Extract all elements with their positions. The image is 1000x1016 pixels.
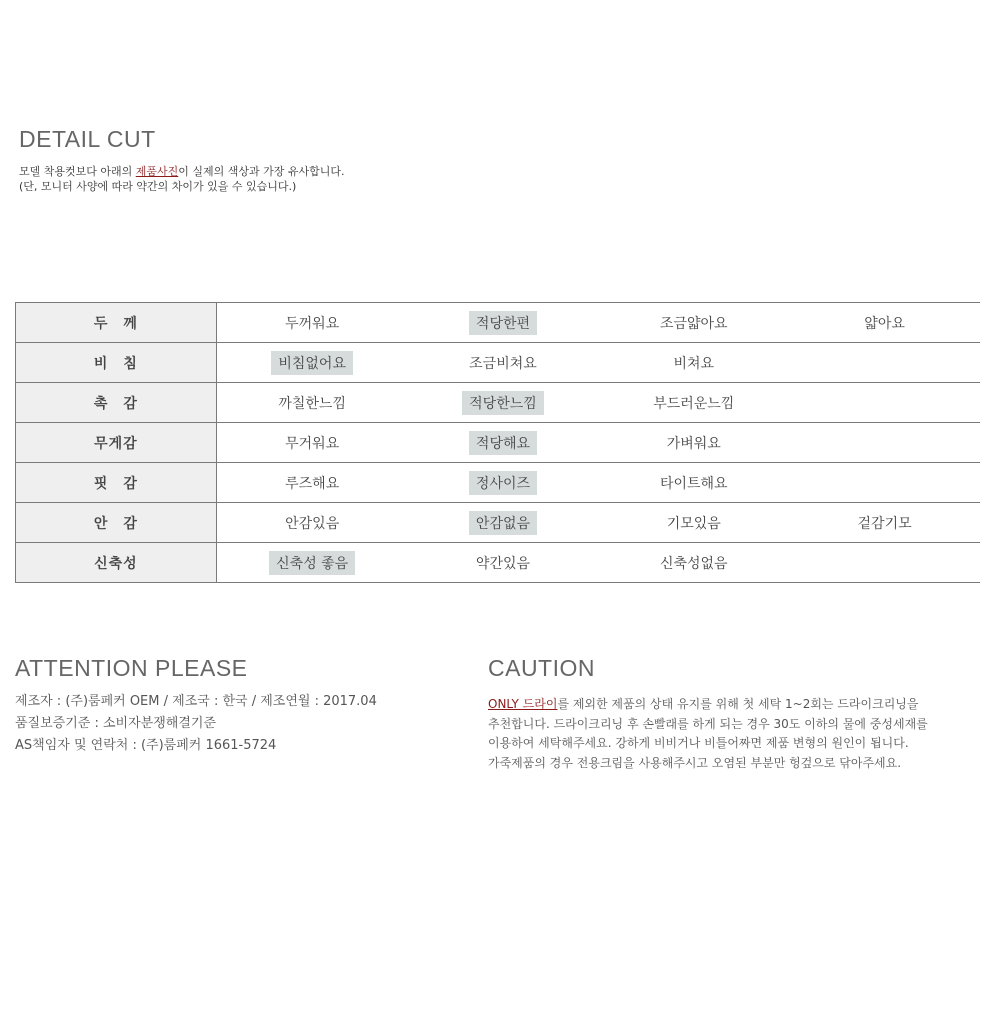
caution-title: CAUTION (488, 655, 595, 681)
spec-option-cell (408, 303, 599, 343)
product-spec-table (15, 302, 980, 583)
product-photo-highlight: 제품사진 (135, 165, 179, 178)
spec-option-selected: 적당해요 (469, 431, 537, 455)
spec-option: 루즈해요 (285, 475, 340, 492)
spec-option-cell (598, 463, 789, 503)
spec-option-selected: 정사이즈 (469, 471, 537, 495)
spec-option: 조금비쳐요 (469, 355, 537, 372)
spec-option-selected: 비침없어요 (271, 351, 353, 375)
spec-option-cell (216, 463, 407, 503)
spec-option-cell (598, 423, 789, 463)
spec-option: 얇아요 (864, 315, 905, 332)
caution-line-3: 이용하여 세탁해주세요. 강하게 비비거나 비틀어짜면 제품 변형의 원인이 됩니다. (488, 736, 909, 750)
spec-option-cell (216, 423, 407, 463)
spec-option: 까칠한느낌 (278, 395, 346, 412)
spec-row-label: 비 침 (16, 343, 217, 383)
spec-row (16, 303, 981, 343)
spec-option-cell (598, 303, 789, 343)
spec-option: 약간있음 (475, 555, 531, 572)
spec-row-label: 무게감 (16, 423, 217, 463)
spec-option-cell (789, 383, 980, 423)
spec-row (16, 463, 981, 503)
spec-row (16, 383, 981, 423)
spec-option-selected: 적당한느낌 (462, 391, 544, 415)
only-dry-highlight: ONLY 드라이 (488, 697, 558, 711)
spec-option-cell (408, 543, 599, 583)
spec-row-label: 촉 감 (16, 383, 217, 423)
spec-option-cell (598, 503, 789, 543)
spec-option: 가벼워요 (666, 435, 721, 452)
caution-line-4: 가죽제품의 경우 전용크림을 사용해주시고 오염된 부분만 헝겊으로 닦아주세요. (488, 755, 902, 770)
spec-row-label: 안 감 (16, 503, 217, 543)
spec-option: 무거워요 (285, 435, 340, 452)
spec-option-selected: 적당한편 (469, 311, 537, 335)
spec-option: 두꺼워요 (285, 315, 340, 332)
quality-guarantee-info: 품질보증기준 : 소비자분쟁해결기준 (15, 716, 217, 731)
spec-option-cell (789, 343, 980, 383)
spec-option: 타이트해요 (659, 475, 728, 492)
spec-row (16, 343, 981, 383)
spec-option-selected: 안감없음 (469, 511, 537, 535)
spec-option-selected: 신축성 좋음 (269, 551, 355, 575)
spec-option: 안감있음 (285, 515, 340, 532)
detail-desc-line-2: (단, 모니터 사양에 따라 약간의 차이가 있을 수 있습니다.) (19, 180, 297, 193)
detail-desc-line-1 (19, 164, 345, 179)
spec-option-cell (216, 503, 407, 543)
spec-option: 겉감기모 (857, 515, 912, 532)
spec-option-cell (789, 503, 980, 543)
spec-row-label: 두 께 (16, 303, 217, 343)
spec-option: 비쳐요 (673, 355, 715, 372)
spec-option-cell (598, 383, 789, 423)
spec-row-label: 핏 감 (16, 463, 217, 503)
spec-option: 조금얇아요 (659, 315, 728, 332)
attention-title: ATTENTION PLEASE (15, 655, 248, 681)
detail-desc-text: 모델 착용컷보다 아래의 (19, 165, 136, 178)
spec-option-cell (789, 463, 980, 503)
caution-line-2: 추천합니다. 드라이크리닝 후 손빨래를 하게 되는 경우 30도 이하의 물에 중성세재를 (488, 716, 928, 731)
spec-option-cell (598, 343, 789, 383)
detail-cut-description (19, 164, 345, 194)
detail-cut-section (19, 124, 345, 194)
spec-option: 부드러운느낌 (653, 395, 735, 412)
attention-section (15, 653, 377, 757)
spec-option-cell (408, 343, 599, 383)
spec-option-cell (216, 343, 407, 383)
spec-row (16, 503, 981, 543)
spec-option-cell (216, 543, 407, 583)
spec-option-cell (408, 383, 599, 423)
spec-option-cell (408, 503, 599, 543)
detail-cut-title: DETAIL CUT (19, 126, 156, 152)
as-contact-info: AS책임자 및 연락처 : (주)룸페커 1661-5724 (15, 738, 277, 753)
caution-text: 를 제외한 제품의 상태 유지를 위해 첫 세탁 1~2회는 드라이크리닝을 (557, 697, 919, 711)
spec-row (16, 543, 981, 583)
spec-option-cell (408, 463, 599, 503)
spec-row (16, 423, 981, 463)
spec-option-cell (216, 383, 407, 423)
spec-option-cell (789, 543, 980, 583)
spec-option: 신축성없음 (659, 555, 728, 572)
spec-option-cell (216, 303, 407, 343)
spec-option-cell (789, 423, 980, 463)
spec-option-cell (408, 423, 599, 463)
caution-line-1 (488, 695, 928, 715)
manufacturer-info: 제조자 : (주)룸페커 OEM / 제조국 : 한국 / 제조연월 : 2017.04 (15, 694, 377, 709)
spec-option: 기모있음 (666, 515, 721, 532)
detail-desc-text: 이 실제의 색상과 가장 유사합니다. (178, 165, 345, 178)
caution-section (488, 653, 928, 773)
spec-option-cell (598, 543, 789, 583)
spec-row-label: 신축성 (16, 543, 217, 583)
spec-option-cell (789, 303, 980, 343)
